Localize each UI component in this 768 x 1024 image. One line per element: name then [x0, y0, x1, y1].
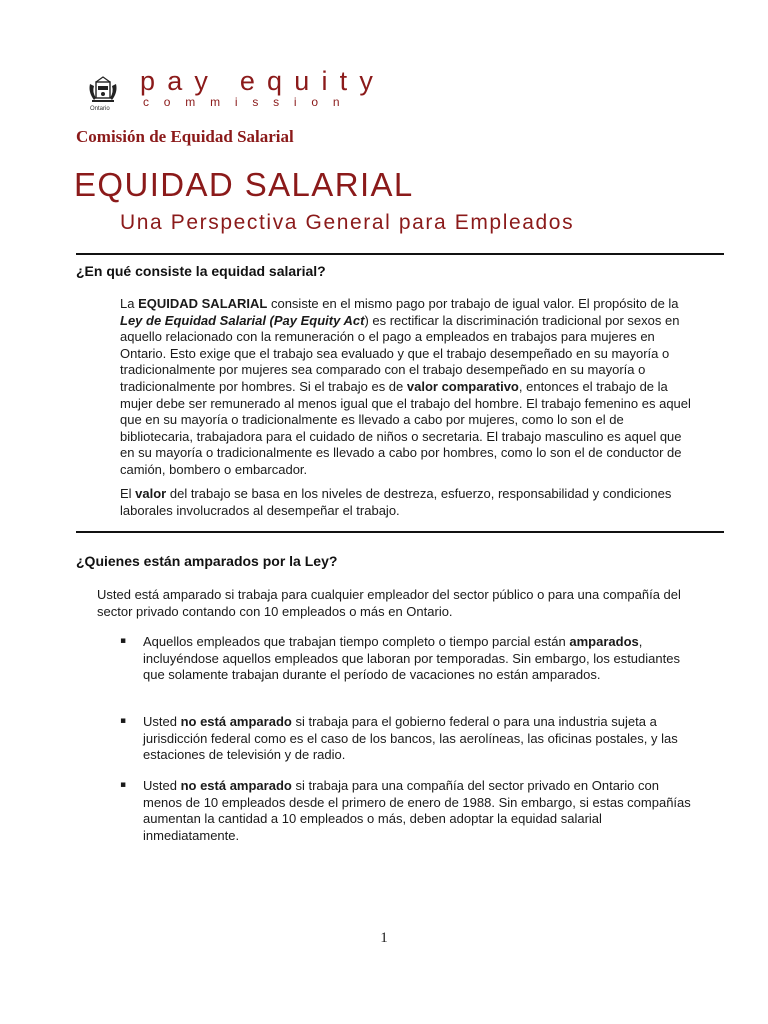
- bold-term: valor comparativo: [406, 378, 519, 394]
- paragraph-coverage-intro: Usted está amparado si trabaja para cualquier empleador del sector público o para una compañía del sector privado contando con 10 empleados o más en Ontario.: [97, 587, 681, 619]
- text: Aquellos empleados que trabajan tiempo completo o tiempo parcial están: [143, 634, 570, 649]
- text: del trabajo se basa en los niveles de destreza, esfuerzo, responsabilidad y condiciones laborales involucrados al desempeñar el trabajo.: [120, 486, 672, 518]
- bold-term: no está amparado: [180, 714, 292, 729]
- page-number: 1: [380, 930, 388, 946]
- ontario-crest-logo: [86, 74, 134, 120]
- divider: [76, 531, 724, 533]
- logo-caption: Ontario: [90, 106, 110, 112]
- bold-term: amparados: [569, 634, 639, 649]
- bold-term: EQUIDAD SALARIAL: [138, 296, 268, 311]
- text: Usted: [143, 778, 181, 793]
- text: El: [120, 486, 136, 501]
- text: consiste en el mismo pago por trabajo de igual valor. El propósito de la: [267, 296, 679, 311]
- section-heading-who-covered: ¿Quienes están amparados por la Ley?: [76, 553, 338, 569]
- bullet-marker: ▪: [120, 780, 127, 790]
- list-item: [143, 778, 695, 844]
- document-title: EQUIDAD SALARIAL: [74, 166, 414, 203]
- text: si trabaja para una compañía del sector privado en Ontario con menos de 10 empleados desde el primero de enero de 1988. Sin embargo, si estas compañías aumentan la cantidad a 10 empleados o más, deben adoptar la equidad salarial inmediatamente.: [143, 778, 691, 843]
- paragraph-value: [120, 486, 692, 519]
- text: , incluyéndose aquellos empleados que laboran por temporadas. Sin embargo, los estudiantes que solamente trabajan durante el período de vacaciones no están amparados.: [143, 634, 680, 683]
- text: ) es rectificar la discriminación tradicional por sexos en aquello relacionado con la remuneración o el pago a empleados en trabajos para mujeres en Ontario. Esto exige que el trabajo sea evaluado y que el trabajo desempeñado en su mayoría o tradicionalmente por mujeres sea comparado con el trabajo desempeñado en su mayoría o tradicionalmente por hombres. Si el trabajo es de: [120, 312, 680, 394]
- bullet-marker: ▪: [120, 716, 127, 726]
- text: La: [120, 296, 139, 311]
- bold-term: valor: [135, 486, 167, 501]
- paragraph-definition: [120, 296, 692, 479]
- section-heading-what-is: ¿En qué consiste la equidad salarial?: [76, 263, 326, 279]
- act-name: Ley de Equidad Salarial (Pay Equity Act: [120, 312, 365, 328]
- bold-term: no está amparado: [180, 778, 292, 793]
- brand-wordmark-bottom: commission: [143, 95, 355, 109]
- text: Usted: [143, 714, 181, 729]
- brand-wordmark-top: pay equity: [140, 66, 386, 96]
- crest-icon: [86, 74, 120, 106]
- bullet-marker: ▪: [120, 636, 127, 646]
- document-subtitle: Una Perspectiva General para Empleados: [120, 211, 575, 234]
- divider: [76, 253, 724, 255]
- list-item: [143, 714, 695, 764]
- commission-name: Comisión de Equidad Salarial: [76, 127, 294, 146]
- text: , entonces el trabajo de la mujer debe ser remunerado al menos igual que el trabajo del hombre. El trabajo femenino es aquel que en su mayoría o tradicionalmente es llevado a cabo por mujeres, como lo son el de bibliotecaria, trabajadora para el cuidado de niños o secretaria. El trabajo masculino es aquel que en su mayoría o tradicionalmente es llevado a cabo por hombres, como lo son el de conductor de camión, bombero o embarcador.: [120, 378, 691, 477]
- text: si trabaja para el gobierno federal o para una industria sujeta a jurisdicción federal como es el caso de los bancos, las aerolíneas, las oficinas postales, y las estaciones de televisión y de radio.: [143, 714, 678, 763]
- list-item: [143, 634, 691, 684]
